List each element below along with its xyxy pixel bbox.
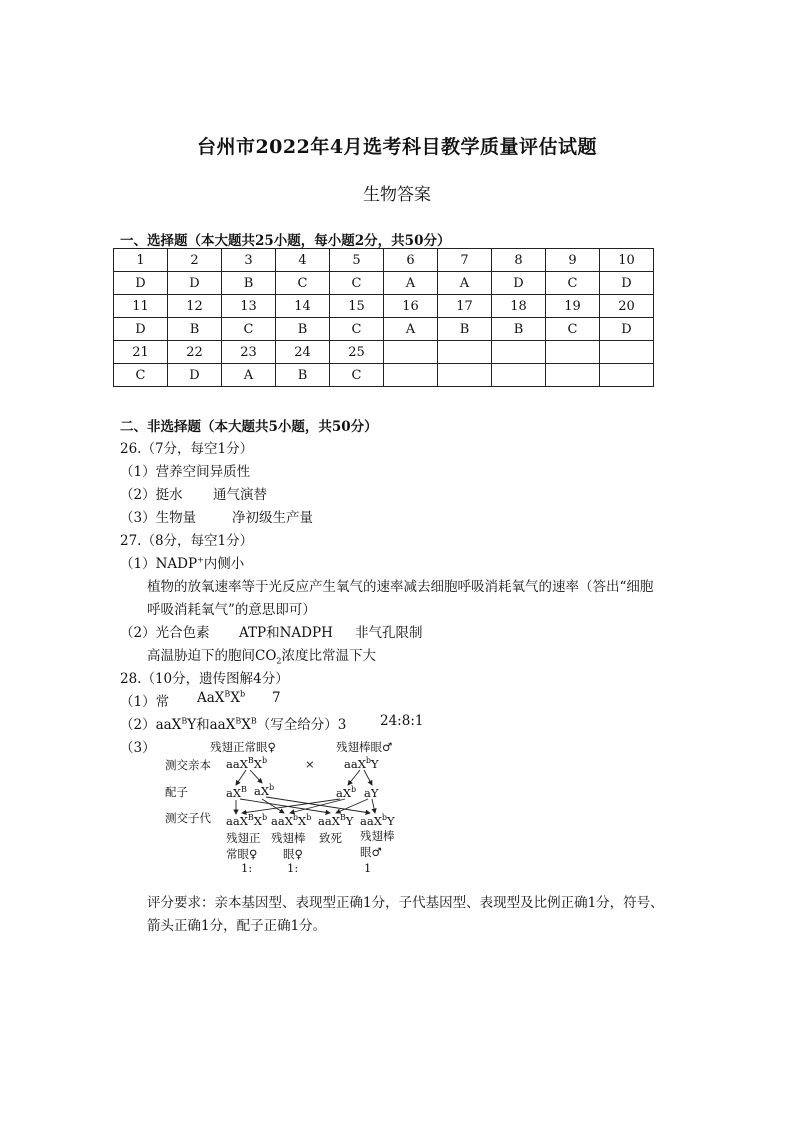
offspring-phenotype-2-line2: 眼♀ [283, 847, 303, 861]
q28-a2-t2: Y和aaX [187, 717, 236, 733]
female-parent-genotype: $aaX^BX^b$ [226, 756, 268, 771]
q27-a1-post: 内侧小 [203, 556, 245, 572]
question-number-cell: 16 [384, 295, 438, 318]
question-number-cell: 13 [222, 295, 276, 318]
female-parent-phenotype: 残翅正常眼♀ [210, 740, 276, 754]
arrow-gamete-to-offspring [372, 799, 375, 813]
arrow-parent-to-gamete [236, 770, 246, 785]
q28-a2-t4: （写全给分）3 [256, 717, 347, 733]
page-title: 台州市2022年4月选考科目教学质量评估试题 [196, 136, 598, 158]
answer-cell: D [168, 364, 222, 387]
q28-answer-1-number: 7 [272, 690, 281, 706]
male-parent-phenotype: 残翅棒眼♂ [336, 740, 393, 754]
offspring-row-label: 测交子代 [165, 811, 211, 825]
q28-answer-2-ratio: 24:8:1 [380, 713, 424, 729]
answer-cell: C [546, 272, 600, 295]
arrow-parent-to-gamete [250, 770, 262, 783]
question-number-cell: 4 [276, 249, 330, 272]
answer-cell: D [492, 272, 546, 295]
answer-cell: C [222, 318, 276, 341]
arrow-gamete-to-offspring [262, 799, 284, 813]
question-number-cell: 2 [168, 249, 222, 272]
question-number-cell: 22 [168, 341, 222, 364]
question-number-cell: 9 [546, 249, 600, 272]
parents-row-label: 测交亲本 [165, 758, 211, 772]
q27-answer-1-line2: 植物的放氧速率等于光反应产生氧气的速率减去细胞呼吸消耗氧气的速率（答出“细胞 [147, 579, 654, 595]
q27-answer-2b: ATP和NADPH [239, 625, 333, 641]
arrow-gamete-to-offspring [336, 799, 368, 813]
offspring-genotype-1: $aaX^BX^b$ [226, 813, 268, 828]
answer-cell: A [438, 272, 492, 295]
q28-heading: 28.（10分，遗传图解4分） [120, 671, 289, 687]
answer-cell: A [384, 318, 438, 341]
offspring-genotype-2: $aaX^bX^b$ [271, 813, 312, 828]
answer-cell: C [114, 364, 168, 387]
answer-cell: D [114, 318, 168, 341]
answer-cell: A [384, 272, 438, 295]
offspring-phenotype-3-line1: 残翅棒 [360, 829, 395, 843]
gamete-female-1: $aX^B$ [226, 785, 247, 800]
answer-cell: B [168, 318, 222, 341]
question-number-cell: 14 [276, 295, 330, 318]
q26-answer-3b: 净初级生产量 [232, 510, 313, 526]
q28-a2-s3: B [250, 716, 257, 726]
answer-cell: B [438, 318, 492, 341]
answer-cell: B [222, 272, 276, 295]
section1-heading: 一、选择题（本大题共25小题，每小题2分，共50分） [120, 233, 451, 249]
question-number-cell: 24 [276, 341, 330, 364]
q26-answer-2: （2）挺水 [120, 487, 183, 503]
gamete-female-2: $aX^b$ [254, 783, 275, 798]
question-number-cell: 12 [168, 295, 222, 318]
offspring-phenotype-3-line2: 眼♂ [360, 845, 382, 859]
question-number-cell: 19 [546, 295, 600, 318]
q27-a1-pre: （1）NADP [120, 556, 198, 572]
answer-cell: B [276, 318, 330, 341]
question-number-cell: 10 [600, 249, 654, 272]
answer-cell: C [330, 318, 384, 341]
gamete-row-label: 配子 [165, 785, 188, 799]
offspring-phenotype-1-line1: 残翅正 [226, 831, 261, 845]
q27-a2l2-pre: 高温胁迫下的胞间CO [147, 648, 277, 664]
section2-heading: 二、非选择题（本大题共5小题，共50分） [120, 419, 378, 435]
grading-note-line1: 评分要求：亲本基因型、表现型正确1分，子代基因型、表现型及比例正确1分，符号、 [147, 895, 664, 911]
question-number-cell: 11 [114, 295, 168, 318]
question-number-cell: 8 [492, 249, 546, 272]
question-number-cell: 17 [438, 295, 492, 318]
offspring-phenotype-2-line1: 残翅棒 [271, 831, 306, 845]
q27-answer-2: （2）光合色素 [120, 625, 210, 641]
question-number-cell: 25 [330, 341, 384, 364]
arrow-parent-to-gamete [364, 770, 372, 785]
question-number-cell: 21 [114, 341, 168, 364]
q27-answer-2c: 非气孔限制 [355, 625, 423, 641]
grading-note-line2: 箭头正确1分，配子正确1分。 [147, 918, 327, 934]
question-number-cell: 15 [330, 295, 384, 318]
q28-a1-g-s1: B [224, 689, 231, 699]
q26-answer-3: （3）生物量 [120, 510, 197, 526]
q27-a2l2-sub: 2 [276, 656, 282, 666]
answer-cell: D [600, 272, 654, 295]
question-number-cell: 6 [384, 249, 438, 272]
offspring-lethal: 致死 [319, 831, 342, 845]
q28-a1-g-s2: b [239, 689, 246, 699]
offspring-ratio-1: 1: [241, 861, 253, 875]
answer-cell: C [330, 272, 384, 295]
answer-cell: B [276, 364, 330, 387]
q28-a2-s2: B [235, 716, 242, 726]
answer-cell: A [222, 364, 276, 387]
question-number-cell: 3 [222, 249, 276, 272]
q27-heading: 27.（8分，每空1分） [120, 533, 254, 549]
answer-cell: C [330, 364, 384, 387]
question-number-cell: 18 [492, 295, 546, 318]
q27-a2l2-post: 浓度比常温下大 [281, 648, 376, 664]
male-parent-genotype: aaX$^b$Y [344, 756, 379, 771]
question-number-cell: 23 [222, 341, 276, 364]
page-subtitle: 生物答案 [363, 185, 431, 205]
q28-a2-s1: B [181, 716, 188, 726]
answer-cell: C [546, 318, 600, 341]
question-number-cell: 20 [600, 295, 654, 318]
q28-a1-g-mid: X [230, 690, 240, 706]
question-number-cell: 7 [438, 249, 492, 272]
q26-answer-1: （1）营养空间异质性 [120, 464, 251, 480]
question-number-cell: 5 [330, 249, 384, 272]
gamete-male-1: $aX^b$ [336, 785, 357, 800]
offspring-ratio-2: 1: [287, 861, 299, 875]
q26-answer-2b: 通气演替 [213, 487, 267, 503]
arrow-parent-to-gamete [348, 770, 360, 785]
answer-cell: C [276, 272, 330, 295]
offspring-genotype-4: aaX$^b$Y [360, 813, 395, 828]
gamete-male-2: aY [364, 786, 379, 800]
question-number-cell: 1 [114, 249, 168, 272]
offspring-ratio-3: 1 [364, 861, 372, 875]
q27-a1-sup: + [197, 555, 204, 565]
cross-sign: × [305, 757, 315, 771]
q28-answer-3-label: （3） [120, 740, 156, 756]
answer-cell: B [492, 318, 546, 341]
offspring-genotype-3: aaX$^B$Y [318, 813, 354, 828]
offspring-phenotype-1-line2: 常眼♀ [226, 847, 258, 861]
q28-a2-t1: （2）aaX [120, 717, 182, 733]
answer-cell: D [168, 272, 222, 295]
q28-a1-g-pre: AaX [197, 690, 225, 706]
q27-answer-1-line3: 呼吸消耗氧气”的意思即可） [147, 602, 316, 618]
answer-cell: D [114, 272, 168, 295]
q28-answer-1: （1）常 [120, 694, 170, 710]
answer-cell: D [600, 318, 654, 341]
q26-heading: 26.（7分，每空1分） [120, 441, 254, 457]
q28-a2-t3: X [241, 717, 251, 733]
